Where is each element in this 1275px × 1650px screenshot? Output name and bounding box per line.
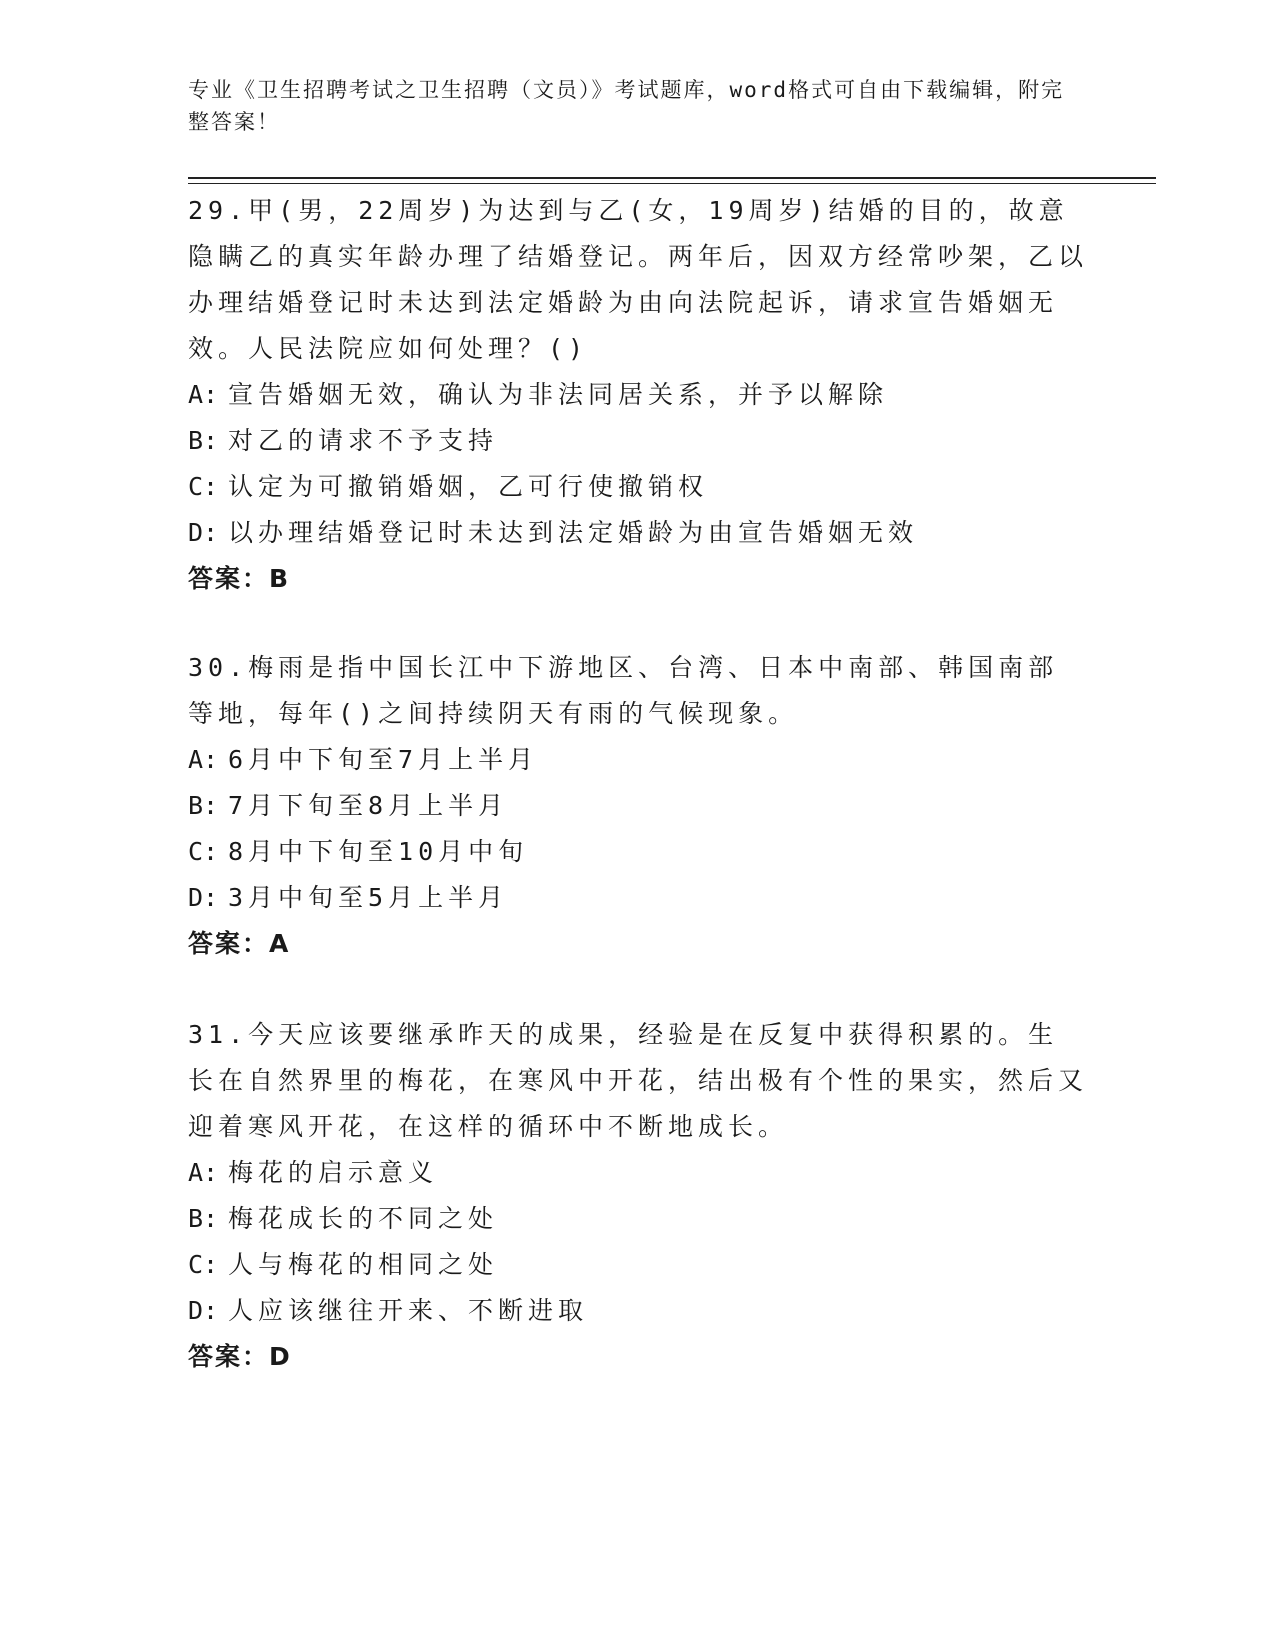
document-header: 专业《卫生招聘考试之卫生招聘（文员）》考试题库，word格式可自由下载编辑，附完整答案！	[188, 78, 1065, 134]
option-text: 人与梅花的相同之处	[228, 1250, 499, 1279]
question-stem: 29.甲(男，22周岁)为达到与乙(女，19周岁)结婚的目的，故意隐瞒乙的真实年龄办理了结婚登记。两年后，因双方经常吵架，乙以办理结婚登记时未达到法定婚龄为由向法院起诉，请求宣告婚姻无效。人民法院应如何处理？()	[188, 196, 1089, 363]
option-text: 6月中下旬至7月上半月	[228, 745, 539, 774]
option-a	[188, 1150, 1088, 1196]
option-b	[188, 1196, 1088, 1242]
option-c	[188, 829, 1088, 875]
option-text: 人应该继往开来、不断进取	[228, 1296, 589, 1325]
option-key: A:	[188, 745, 219, 774]
option-key: B:	[188, 791, 219, 820]
header-divider-thin	[188, 183, 1156, 184]
option-c	[188, 464, 1088, 510]
answer: 答案：B	[188, 564, 291, 593]
option-text: 对乙的请求不予支持	[228, 426, 499, 455]
option-key: C:	[188, 472, 219, 501]
option-key: B:	[188, 426, 219, 455]
option-text: 梅花的启示意义	[228, 1158, 439, 1187]
option-key: C:	[188, 1250, 219, 1279]
option-text: 8月中下旬至10月中旬	[228, 837, 529, 866]
option-b	[188, 418, 1088, 464]
option-key: D:	[188, 883, 219, 912]
option-text: 3月中旬至5月上半月	[228, 883, 509, 912]
option-text: 梅花成长的不同之处	[228, 1204, 499, 1233]
question-30	[188, 645, 1088, 967]
option-key: D:	[188, 518, 219, 547]
question-stem: 31.今天应该要继承昨天的成果，经验是在反复中获得积累的。生长在自然界里的梅花，在寒风中开花，结出极有个性的果实，然后又迎着寒风开花，在这样的循环中不断地成长。	[188, 1020, 1089, 1141]
option-key: A:	[188, 1158, 219, 1187]
option-text: 宣告婚姻无效，确认为非法同居关系，并予以解除	[228, 380, 889, 409]
answer: 答案：A	[188, 929, 291, 958]
option-text: 7月下旬至8月上半月	[228, 791, 509, 820]
option-a	[188, 372, 1088, 418]
option-a	[188, 737, 1088, 783]
question-31	[188, 1012, 1088, 1380]
option-key: A:	[188, 380, 219, 409]
option-key: C:	[188, 837, 219, 866]
option-d	[188, 510, 1088, 556]
option-key: B:	[188, 1204, 219, 1233]
option-text: 以办理结婚登记时未达到法定婚龄为由宣告婚姻无效	[228, 518, 919, 547]
option-b	[188, 783, 1088, 829]
option-d	[188, 875, 1088, 921]
option-key: D:	[188, 1296, 219, 1325]
question-stem: 30.梅雨是指中国长江中下游地区、台湾、日本中南部、韩国南部等地，每年()之间持续阴天有雨的气候现象。	[188, 653, 1059, 728]
question-29	[188, 188, 1088, 602]
answer: 答案：D	[188, 1342, 292, 1371]
header-divider	[188, 177, 1156, 179]
option-d	[188, 1288, 1088, 1334]
option-text: 认定为可撤销婚姻，乙可行使撤销权	[228, 472, 709, 501]
option-c	[188, 1242, 1088, 1288]
